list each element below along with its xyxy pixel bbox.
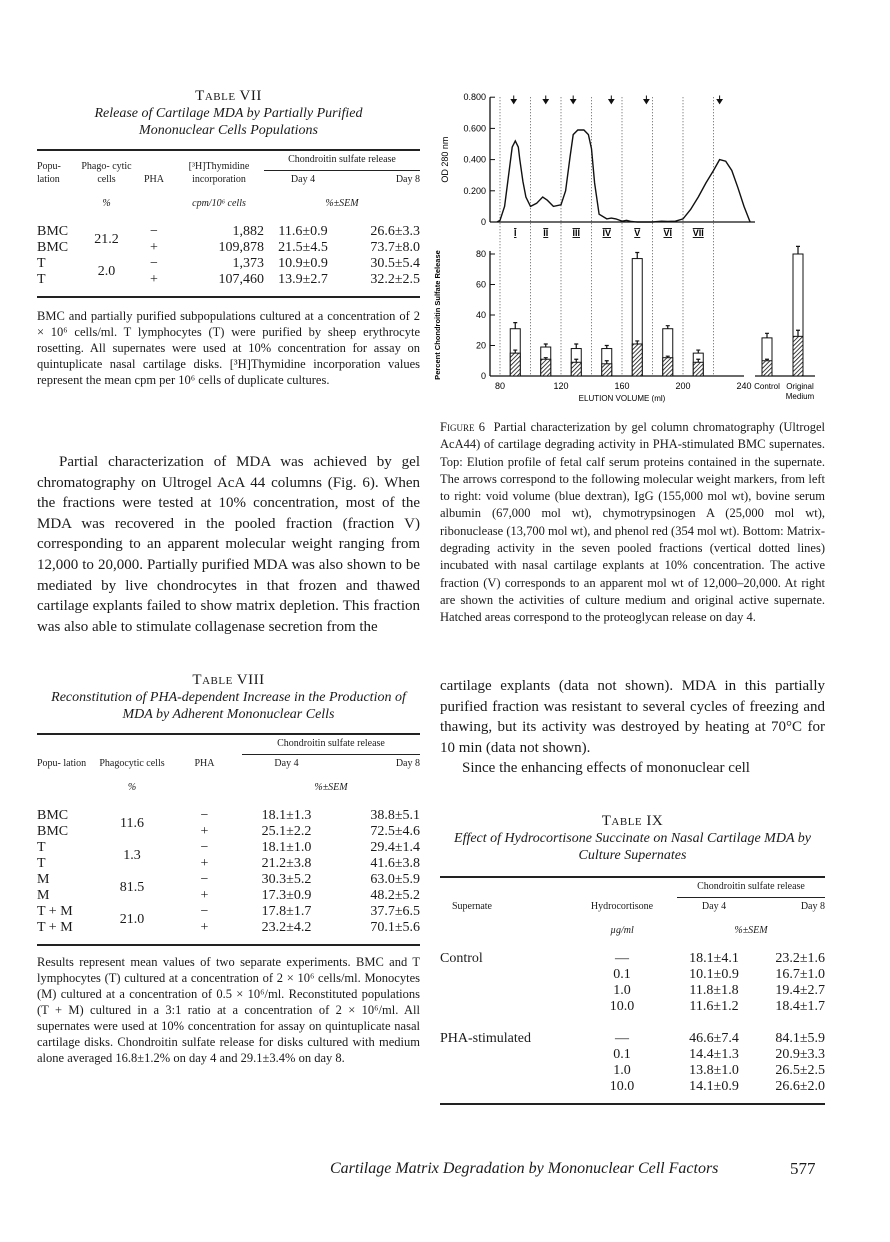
- cell-supernate: [440, 1047, 567, 1063]
- table-row: [440, 1015, 825, 1047]
- x-tick-label: 80: [494, 381, 506, 391]
- col-group-header: Chondroitin sulfate release: [677, 877, 825, 898]
- col-group-header: Chondroitin sulfate release: [242, 734, 420, 755]
- cell-supernate: [440, 967, 567, 983]
- y-tick-label: 20: [475, 340, 486, 351]
- cell-supernate: [440, 983, 567, 999]
- y-tick-label: 60: [475, 279, 486, 290]
- table-label: Table VII: [195, 88, 262, 104]
- table-row: [440, 1047, 825, 1063]
- cell-pha: −: [150, 224, 158, 239]
- marker-arrow-icon: [644, 95, 649, 103]
- category-label: Medium: [785, 392, 815, 401]
- col-header: Hydrocortisone: [590, 901, 654, 912]
- table-row: [37, 904, 420, 920]
- cell-thymidine: 107,460: [218, 272, 264, 287]
- table-row: [440, 983, 825, 999]
- page-number: 577: [790, 1159, 816, 1178]
- cell-pha: +: [200, 824, 209, 839]
- cell-supernate: [440, 1079, 567, 1095]
- paragraph: Since the enhancing effects of mononuclear cell: [462, 760, 750, 777]
- body-text: [440, 676, 825, 779]
- col-header: PHA: [194, 758, 215, 769]
- table-row: [440, 1063, 825, 1079]
- table-row: [37, 256, 420, 272]
- bar-day4-hatched: [762, 361, 772, 376]
- cell-supernate: PHA-stimulated: [440, 1031, 531, 1046]
- cell-day8: 23.2±1.6: [775, 951, 825, 966]
- unit-label: %±SEM: [325, 198, 359, 209]
- col-header: Day 4: [274, 758, 299, 769]
- cell-day8: 84.1±5.9: [775, 1031, 825, 1046]
- cell-day8: 73.7±8.0: [370, 240, 420, 255]
- col-header: Day 4: [290, 174, 316, 185]
- cell-day8: 72.5±4.6: [370, 824, 420, 839]
- col-header: Day 8: [395, 758, 420, 769]
- cell-day8: 26.5±2.5: [775, 1063, 825, 1078]
- cell-hydro: 1.0: [613, 1063, 631, 1078]
- cell-day4: 18.1±4.1: [689, 951, 739, 966]
- cell-population: T: [37, 840, 46, 855]
- cell-supernate: [440, 999, 567, 1015]
- cell-day8: 29.4±1.4: [370, 840, 420, 855]
- cell-day8: 30.5±5.4: [370, 256, 420, 271]
- unit-label: µg/ml: [610, 925, 634, 936]
- fraction-label: VII: [692, 228, 704, 238]
- cell-day8: 48.2±5.2: [370, 888, 420, 903]
- cell-phagocytic: 11.6: [120, 816, 144, 831]
- cell-day4: 13.8±1.0: [689, 1063, 739, 1078]
- table-ix: [440, 813, 825, 1105]
- x-axis-label: ELUTION VOLUME (ml): [578, 394, 666, 403]
- cell-pha: +: [150, 240, 158, 255]
- col-header: PHA: [143, 174, 164, 185]
- table-title: Effect of Hydrocortisone Succinate on Nasal Cartilage MDA by Culture Supernates: [454, 831, 811, 863]
- error-bar: [765, 333, 769, 338]
- x-tick-label: 120: [553, 381, 569, 391]
- cell-day4: 18.1±1.3: [261, 808, 312, 823]
- x-tick-label: 240: [736, 381, 752, 391]
- cell-day8: 16.7±1.0: [775, 967, 825, 982]
- bar-day4-hatched: [602, 364, 612, 376]
- cell-day4: 23.2±4.2: [261, 920, 312, 935]
- cell-day8: 70.1±5.6: [370, 920, 420, 935]
- marker-arrow-icon: [571, 95, 576, 103]
- fraction-label: VI: [663, 228, 673, 238]
- table-label: Table VIII: [192, 672, 265, 688]
- cell-hydro: 10.0: [609, 1079, 635, 1094]
- fraction-label: II: [543, 228, 549, 238]
- cell-day4: 25.1±2.2: [261, 824, 312, 839]
- data-table: [37, 733, 420, 946]
- table-row: [440, 967, 825, 983]
- table-title: Reconstitution of PHA-dependent Increase in the Production of MDA by Adherent Mononuclear Cells: [51, 690, 406, 722]
- unit-label: %: [102, 198, 111, 209]
- y-tick-label: 80: [475, 249, 486, 259]
- cell-hydro: 1.0: [613, 983, 631, 998]
- error-bar: [513, 323, 517, 329]
- col-header: Popu- lation: [37, 161, 61, 185]
- table-row: [37, 888, 420, 904]
- cell-phagocytic: 21.2: [94, 232, 119, 247]
- col-header: Day 8: [800, 901, 825, 912]
- od-elution-curve: [497, 130, 750, 222]
- marker-arrow-icon: [543, 95, 548, 103]
- paragraph: cartilage explants (data not shown). MDA in this partially purified fraction was resistant to several cycles of freezing and thawing, but its activity was destroyed by heating at 70°C for 10 min (data not shown).: [440, 678, 825, 756]
- cell-phagocytic: 21.0: [119, 912, 145, 927]
- cell-supernate: Control: [440, 951, 483, 966]
- table-row: [440, 951, 825, 967]
- bar-day4-hatched: [541, 359, 551, 376]
- col-header: Phagocytic cells: [99, 758, 165, 769]
- unit-label: cpm/10⁶ cells: [192, 198, 246, 209]
- fraction-label: V: [634, 228, 641, 238]
- cell-day4: 21.2±3.8: [261, 856, 312, 871]
- cell-day4: 46.6±7.4: [689, 1031, 739, 1046]
- figure-6-chart: [430, 85, 830, 405]
- cell-day4: 17.8±1.7: [261, 904, 312, 919]
- col-header: Supernate: [452, 901, 492, 912]
- error-bar: [635, 252, 639, 258]
- cell-pha: +: [200, 856, 209, 871]
- table-row: [440, 999, 825, 1015]
- cell-pha: +: [200, 888, 209, 903]
- table-note: BMC and partially purified subpopulations cultured at a concentration of 2 × 10⁶ cells/ml. T lymphocytes (T) were purified by sheep erythrocyte rosetting. All supernates were used at 10% concentration for assay on quintuplicate nasal cartilage disks. [³H]Thymidine incorporation values represent the mean cpm per 10⁶ cells of duplicate cultures.: [37, 309, 420, 387]
- col-group-header: Chondroitin sulfate release: [264, 150, 420, 171]
- cell-pha: +: [200, 920, 209, 935]
- bar-day4-hatched: [663, 358, 673, 376]
- cell-day8: 38.8±5.1: [370, 808, 420, 823]
- fraction-label: IV: [602, 228, 612, 238]
- fraction-label: I: [513, 228, 517, 238]
- bar-day4-hatched: [693, 362, 703, 376]
- cell-phagocytic: 1.3: [123, 848, 141, 863]
- x-tick-label: 200: [675, 381, 691, 391]
- cell-day4: 30.3±5.2: [261, 872, 312, 887]
- cell-day4: 17.3±0.9: [261, 888, 312, 903]
- paragraph: Partial characterization of MDA was achieved by gel chromatography on Ultrogel AcA 44 columns (Fig. 6). When the fractions were tested at 10% concentration, most of the MDA was recovered in the pooled fraction (fraction V) corresponding to an apparent molecular weight ranging from 12,000 to 20,000. Partially purified MDA was also shown to be mediated by live chondrocytes in that frozen and thawed cartilage explants failed to show matrix depletion. This fraction was also able to stimulate collagenase secretion from the: [37, 454, 420, 635]
- table-row: [37, 872, 420, 888]
- table-row: [37, 856, 420, 872]
- cell-population: T + M: [37, 904, 73, 919]
- bar-day4-hatched: [571, 362, 581, 376]
- cell-pha: −: [200, 840, 209, 855]
- table-vii: [37, 88, 420, 388]
- bar-day4-hatched: [632, 344, 642, 376]
- col-header: Phago- cytic cells: [81, 161, 132, 185]
- table-note: Results represent mean values of two separate experiments. BMC and T lymphocytes (T) cultured at a concentration of 2 × 10⁶ cells/ml. Monocytes (M) cultured at a concentration of 0.5 × 10⁶/ml. Reconstituted populations (T + M) cultured in a 3:1 ratio at a concentration of 2 × 10⁶/ml. All supernates were used at 10% concentration for assay on quintuplicate nasal cartilage disks. Chondroitin sulfate release for disks cultured with medium alone averaged 16.8±1.2% on day 4 and 29.1±3.4% on day 8.: [37, 955, 420, 1065]
- cell-pha: −: [200, 904, 209, 919]
- cell-day8: 37.7±6.5: [370, 904, 420, 919]
- y-tick-label: 0.400: [463, 154, 486, 165]
- cell-day4: 21.5±4.5: [278, 240, 328, 255]
- cell-thymidine: 1,373: [232, 256, 264, 271]
- data-table: [440, 876, 825, 1105]
- cell-day8: 26.6±3.3: [370, 224, 420, 239]
- data-table: [37, 149, 420, 298]
- cell-population: BMC: [37, 224, 69, 239]
- error-bar: [796, 246, 800, 254]
- cell-pha: −: [200, 872, 209, 887]
- cell-population: M: [37, 872, 50, 887]
- bar-day4-hatched: [510, 353, 520, 376]
- cell-phagocytic: 2.0: [97, 264, 116, 279]
- cell-hydro: 0.1: [613, 1047, 631, 1062]
- cell-day4: 18.1±1.0: [261, 840, 312, 855]
- y-tick-label: 0.600: [463, 123, 486, 134]
- caption-text: Partial characterization by gel column chromatography (Ultrogel AcA44) of cartilage degrading activity in PHA-stimulated BMC supernates. Top: Elution profile of fetal calf serum proteins contained in the supernate. The arrows correspond to the following molecular weight markers, from left to right: void volume (blue dextran), IgG (155,000 mol wt), bovine serum albumin (67,000 mol wt), chymotrypsinogen A (25,000 mol wt), ribonuclease (13,700 mol wt), and phenol red (354 mol wt). Bottom: Matrix-degrading activity in the seven pooled fractions (vertical dotted lines) incubated with nasal cartilage explants at 10% concentration. The active fraction (V) corresponds to an apparent mol wt of 12,000–20,000. At right are shown the activities of culture medium and original active supernate. Hatched areas correspond to the proteoglycan release on day 4.: [440, 420, 826, 625]
- table-row: [37, 920, 420, 936]
- cell-hydro: 0.1: [613, 967, 631, 982]
- x-tick-label: 160: [614, 381, 630, 391]
- cell-population: T: [37, 272, 46, 287]
- cell-day4: 11.6±1.2: [689, 999, 739, 1014]
- cell-day4: 13.9±2.7: [278, 272, 328, 287]
- cell-pha: +: [150, 272, 158, 287]
- figure-label: Figure 6: [440, 420, 486, 434]
- cell-hydro: —: [615, 951, 629, 966]
- unit-label: %±SEM: [734, 925, 768, 936]
- cell-day8: 19.4±2.7: [775, 983, 825, 998]
- cell-pha: −: [200, 808, 209, 823]
- cell-hydro: —: [615, 1031, 629, 1046]
- col-header: [³H]Thymidine incorporation: [188, 161, 250, 185]
- cell-day4: 10.1±0.9: [689, 967, 739, 982]
- cell-day4: 14.4±1.3: [689, 1047, 739, 1062]
- bar-day4-hatched: [793, 336, 803, 376]
- cell-population: BMC: [37, 240, 69, 255]
- fraction-label: III: [572, 228, 581, 238]
- table-label: Table IX: [601, 813, 664, 829]
- error-bar: [574, 344, 578, 349]
- marker-arrow-icon: [511, 95, 516, 103]
- cell-thymidine: 109,878: [218, 240, 264, 255]
- y-tick-label: 40: [475, 310, 486, 320]
- y-axis-label: Percent Chondroitin Sulfate Release: [433, 250, 442, 380]
- running-title: Cartilage Matrix Degradation by Mononuclear Cell Factors: [330, 1160, 719, 1177]
- category-label: Control: [754, 382, 780, 391]
- table-row: [37, 824, 420, 840]
- cell-population: T: [37, 256, 46, 271]
- cell-day4: 10.9±0.9: [278, 256, 328, 271]
- cell-day8: 18.4±1.7: [775, 999, 825, 1014]
- y-tick-label: 0: [480, 217, 486, 227]
- cell-pha: −: [150, 256, 158, 271]
- body-text: [37, 452, 420, 637]
- cell-day8: 32.2±2.5: [370, 272, 420, 287]
- cell-day4: 11.8±1.8: [689, 983, 739, 998]
- unit-label: %±SEM: [314, 782, 348, 793]
- y-tick-label: 0.800: [463, 92, 486, 103]
- category-label: Original: [786, 382, 814, 391]
- col-header: Popu- lation: [37, 758, 87, 769]
- cell-hydro: 10.0: [609, 999, 635, 1014]
- table-row: [37, 840, 420, 856]
- cell-day8: 26.6±2.0: [775, 1079, 825, 1094]
- cell-thymidine: 1,882: [232, 224, 264, 239]
- cell-day8: 63.0±5.9: [370, 872, 420, 887]
- cell-day4: 11.6±0.9: [278, 224, 328, 239]
- cell-population: T: [37, 856, 46, 871]
- cell-day8: 20.9±3.3: [775, 1047, 825, 1062]
- cell-population: BMC: [37, 808, 69, 823]
- cell-supernate: [440, 1063, 567, 1079]
- col-header: Day 8: [395, 174, 420, 185]
- table-viii: [37, 672, 420, 1066]
- y-tick-label: 0.200: [463, 185, 486, 196]
- unit-label: %: [127, 782, 137, 793]
- col-header: Day 4: [701, 901, 727, 912]
- table-row: [37, 808, 420, 824]
- cell-phagocytic: 81.5: [119, 880, 145, 895]
- y-tick-label: 0: [480, 371, 486, 381]
- cell-population: M: [37, 888, 50, 903]
- marker-arrow-icon: [717, 95, 722, 103]
- table-row: [440, 1079, 825, 1095]
- cell-day4: 14.1±0.9: [689, 1079, 739, 1094]
- figure-caption: [440, 419, 825, 627]
- marker-arrow-icon: [609, 95, 614, 103]
- y-axis-label: OD 280 nm: [440, 136, 450, 183]
- cell-population: T + M: [37, 920, 73, 935]
- cell-population: BMC: [37, 824, 69, 839]
- table-row: [37, 224, 420, 240]
- table-title: Release of Cartilage MDA by Partially Purified Mononuclear Cells Populations: [94, 106, 363, 138]
- cell-day8: 41.6±3.8: [370, 856, 420, 871]
